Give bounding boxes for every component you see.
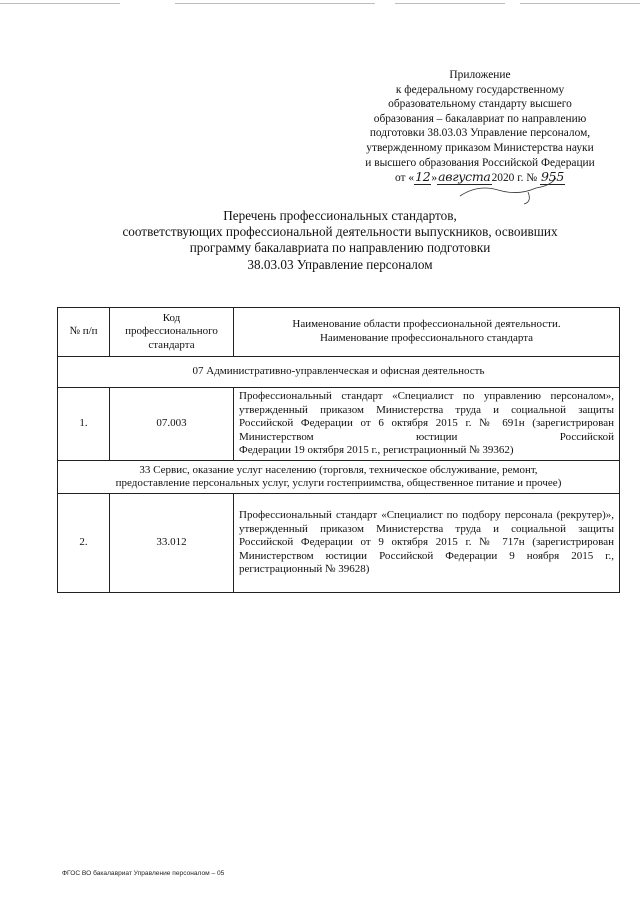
title-line: 38.03.03 Управление персоналом — [247, 256, 433, 272]
date-prefix: от « — [394, 172, 415, 185]
standard-code: 33.012 — [110, 493, 234, 592]
area-label — [58, 460, 620, 493]
annex-line: Приложение — [449, 69, 511, 81]
area-label: 07 Административно-управленческая и офисная деятельность — [58, 357, 620, 388]
signature-flourish — [458, 176, 558, 206]
row-number: 1. — [58, 388, 110, 461]
annex-block — [330, 68, 630, 186]
description-text-last: Федерации 19 октября 2015 г., регистрационный № 39362) — [239, 444, 514, 457]
date-mid: » — [431, 172, 438, 185]
date-year: 2020 г. № — [491, 172, 538, 185]
standard-description — [234, 493, 620, 592]
annex-line: образовательному стандарту высшего — [388, 98, 572, 111]
area-label-line: 33 Сервис, оказание услуг населению (торговля, техническое обслуживание, ремонт, — [139, 463, 538, 476]
table-row — [58, 388, 620, 461]
title-line: соответствующих профессиональной деятельности выпускников, освоивших — [122, 224, 558, 240]
date-month-handwritten: августа — [438, 169, 491, 185]
annex-line: подготовки 38.03.03 Управление персоналом, — [369, 127, 591, 140]
annex-line: образования – бакалавриат по направлению — [373, 112, 587, 125]
order-date-line — [330, 170, 630, 186]
annex-line: к федеральному государственному — [395, 83, 565, 96]
header-code: Код профессионального стандарта — [110, 308, 234, 357]
title-line: программу бакалавриата по направлению подготовки — [189, 240, 491, 256]
scan-edge-artifact — [0, 3, 640, 5]
table-header-row — [58, 308, 620, 357]
area-row — [58, 357, 620, 388]
annex-line: утвержденному приказом Министерства науки — [366, 141, 594, 154]
area-label-line: предоставление персональных услуг, услуги гостеприимства, общественное питание и прочее) — [115, 476, 562, 489]
date-day-handwritten: 12 — [415, 169, 431, 185]
page-footer: ФГОС ВО бакалавриат Управление персоналом – 05 — [62, 870, 225, 877]
header-name — [234, 308, 620, 357]
order-number-handwritten: 955 — [541, 169, 564, 185]
title-line: Перечень профессиональных стандартов, — [223, 208, 457, 223]
standard-code: 07.003 — [110, 388, 234, 461]
row-number: 2. — [58, 493, 110, 592]
standards-table — [57, 307, 620, 593]
standard-description — [234, 388, 620, 461]
description-text: Профессиональный стандарт «Специалист по подбору персонала (рекрутер)», утвержденный приказом Министерства труда и социальной защиты Российской Федерации от 9 октября 2015 г. № 717н (зарегистрирован Министерством юстиции Российской Федерации 9 ноября 2015 г., — [239, 508, 614, 562]
table-row — [58, 493, 620, 592]
description-text-last: регистрационный № 39628) — [239, 563, 370, 576]
area-row — [58, 460, 620, 493]
description-text: Профессиональный стандарт «Специалист по управлению персоналом», утвержденный приказом Министерства труда и социальной защиты Российской Федерации от 6 октября 2015 г. № 691н (зарегистрирован Министерством юстиции Российской — [239, 390, 614, 443]
annex-line: и высшего образования Российской Федерации — [365, 156, 595, 169]
header-num: № п/п — [58, 308, 110, 357]
header-name-line: Наименование профессионального стандарта — [319, 332, 534, 344]
document-title — [60, 208, 620, 273]
header-name-line: Наименование области профессиональной деятельности. — [292, 318, 561, 331]
